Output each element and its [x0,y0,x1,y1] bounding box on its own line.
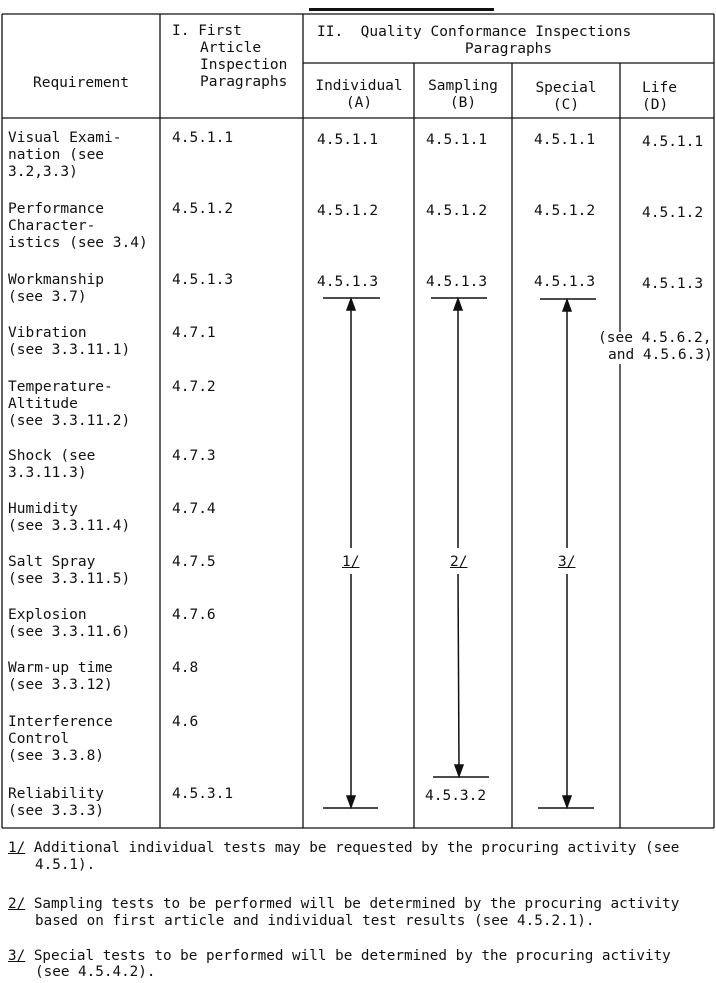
arrow-label-individual: 1/ [342,554,360,570]
header-individual-2: (A) [345,95,373,111]
header-life-1: Life [642,80,677,96]
row-reliability-first-article: 4.5.3.1 [172,786,234,802]
row-visual-requirement-3: 3.2,3.3) [8,164,78,180]
row-visual-requirement-1: Visual Exami- [8,130,122,146]
header-special-2: (C) [552,97,580,113]
row-performance-life: 4.5.1.2 [642,205,704,221]
row-shock-requirement-1: Shock (see [8,448,96,464]
span-arrows [323,298,596,808]
row-performance-requirement-2: Character- [8,218,96,234]
header-sampling-2: (B) [449,95,477,111]
row-workmanship-requirement-2: (see 3.7) [8,289,87,305]
row-interference-requirement-3: (see 3.3.8) [8,748,105,764]
row-salt-spray-requirement-2: (see 3.3.11.5) [8,571,131,587]
row-humidity-requirement-1: Humidity [8,501,78,517]
row-workmanship-first-article: 4.5.1.3 [172,272,234,288]
row-workmanship-special: 4.5.1.3 [534,274,596,290]
footnote-2-line-1: Sampling tests to be performed will be determined by the procuring activity [33,896,680,912]
header-individual-1: Individual [315,78,403,94]
footnote-3 [8,948,712,965]
footnote-2 [8,896,712,913]
row-salt-spray-first-article: 4.7.5 [172,554,216,570]
row-workmanship-requirement-1: Workmanship [8,272,105,288]
row-interference-first-article: 4.6 [172,714,199,730]
row-visual-individual: 4.5.1.1 [317,132,379,148]
row-vibration-first-article: 4.7.1 [172,325,216,341]
row-temperature-requirement-1: Temperature- [8,379,113,395]
life-note-1: (see 4.5.6.2, [598,330,712,346]
row-visual-sampling: 4.5.1.1 [426,132,488,148]
row-humidity-requirement-2: (see 3.3.11.4) [8,518,131,534]
row-explosion-first-article: 4.7.6 [172,607,216,623]
row-temperature-requirement-2: Altitude [8,396,78,412]
header-first-article-2: Article [200,40,262,56]
row-workmanship-individual: 4.5.1.3 [317,274,379,290]
row-salt-spray-requirement-1: Salt Spray [8,554,96,570]
header-requirement: Requirement [32,75,130,91]
row-visual-special: 4.5.1.1 [534,132,596,148]
row-vibration-requirement-2: (see 3.3.11.1) [8,342,131,358]
row-shock-first-article: 4.7.3 [172,448,216,464]
row-performance-first-article: 4.5.1.2 [172,201,234,217]
row-humidity-first-article: 4.7.4 [172,501,216,517]
header-first-article-4: Paragraphs [200,74,288,90]
footnote-3-line-1: Special tests to be performed will be determined by the procuring activity [33,948,671,964]
row-vibration-requirement-1: Vibration [8,325,87,341]
footnote-3-mark: 3/ [8,948,26,964]
row-shock-requirement-2: 3.3.11.3) [8,465,87,481]
arrow-label-special: 3/ [558,554,576,570]
row-performance-special: 4.5.1.2 [534,203,596,219]
row-performance-requirement-1: Performance [8,201,105,217]
row-performance-individual: 4.5.1.2 [317,203,379,219]
row-workmanship-sampling: 4.5.1.3 [426,274,488,290]
footnote-1-line-1: Additional individual tests may be requested by the procuring activity (see [33,840,680,856]
header-first-article-3: Inspection [200,57,288,73]
header-quality-2: Paragraphs [464,41,553,57]
footnote-2-line-2: based on first article and individual test results (see 4.5.2.1). [35,913,595,929]
row-visual-first-article: 4.5.1.1 [172,130,234,146]
header-life-2: (D) [642,97,669,113]
footnote-1-line-2: 4.5.1). [35,857,96,873]
row-reliability-requirement-2: (see 3.3.3) [8,803,105,819]
row-interference-requirement-1: Interference [8,714,113,730]
life-note-2: and 4.5.6.3) [608,347,713,363]
arrow-label-sampling: 2/ [450,554,468,570]
row-reliability-requirement-1: Reliability [8,786,105,802]
row-visual-life: 4.5.1.1 [642,134,704,150]
row-warmup-first-article: 4.8 [172,660,199,676]
row-performance-sampling: 4.5.1.2 [426,203,488,219]
header-sampling-1: Sampling [428,78,498,94]
row-reliability-sampling: 4.5.3.2 [425,788,487,804]
header-first-article-1: I. First [172,23,242,39]
footnote-1 [8,840,712,857]
footnote-3-line-2: (see 4.5.4.2). [35,964,156,980]
row-interference-requirement-2: Control [8,731,70,747]
row-temperature-first-article: 4.7.2 [172,379,216,395]
footnote-2-mark: 2/ [8,896,26,912]
row-explosion-requirement-2: (see 3.3.11.6) [8,624,131,640]
header-quality-1: II. Quality Conformance Inspections [317,24,632,40]
row-warmup-requirement-1: Warm-up time [8,660,113,676]
row-warmup-requirement-2: (see 3.3.12) [8,677,113,693]
row-temperature-requirement-3: (see 3.3.11.2) [8,413,131,429]
row-explosion-requirement-1: Explosion [8,607,87,623]
footnote-1-mark: 1/ [8,840,26,856]
header-special-1: Special [535,80,597,96]
row-workmanship-life: 4.5.1.3 [642,276,704,292]
row-performance-requirement-3: istics (see 3.4) [8,235,148,251]
row-visual-requirement-2: nation (see [8,147,105,163]
